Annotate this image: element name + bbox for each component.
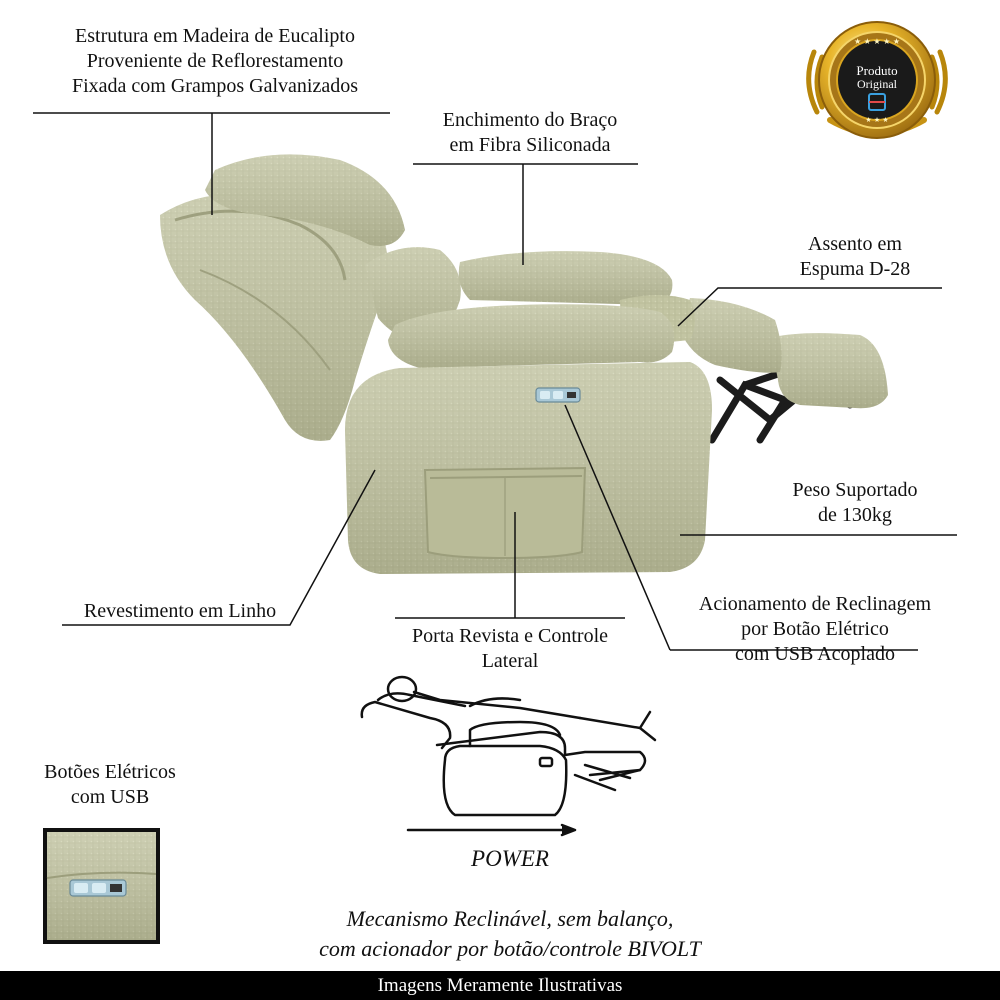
recline-diagram [362, 677, 655, 835]
seat-foam-label-line: Assento em [808, 233, 902, 255]
weight-capacity-label-line: Peso Suportado [792, 479, 918, 501]
structure-label-line: Fixada com Grampos Galvanizados [71, 75, 359, 97]
arm-filling-label-line: Enchimento do Braço [442, 109, 618, 131]
product-original-seal [792, 12, 962, 152]
svg-text:★ ★ ★ ★ ★: ★ ★ ★ ★ ★ [853, 37, 901, 46]
electric-buttons-label [15, 760, 205, 810]
recline-button-label [665, 592, 965, 667]
structure-label-line: Proveniente de Reflorestamento [86, 50, 344, 72]
recline-button-label-line: por Botão Elétrico [741, 618, 889, 640]
mechanism-description [230, 904, 790, 964]
linen-upholstery-label-line: Revestimento em Linho [83, 600, 277, 622]
magazine-pocket-label-line: Lateral [481, 650, 539, 672]
usb-control-panel [536, 388, 580, 402]
recline-button-label-line: Acionamento de Reclinagem [698, 593, 932, 615]
power-label: POWER [471, 846, 549, 871]
magazine-pocket-label [385, 624, 635, 674]
weight-capacity-label [750, 478, 960, 528]
illustrative-images-footer: Imagens Meramente Ilustrativas [0, 971, 1000, 1000]
linen-upholstery-label [55, 599, 305, 624]
seat-foam-label-line: Espuma D-28 [799, 258, 911, 280]
mechanism-description-line: com acionador por botão/controle BIVOLT [319, 936, 701, 961]
recline-button-label-line: com USB Acoplado [735, 643, 895, 665]
weight-capacity-label-line: de 130kg [818, 504, 892, 526]
structure-label-line: Estrutura em Madeira de Eucalipto [75, 25, 355, 47]
arm-filling-label [405, 108, 655, 158]
usb-buttons-closeup [43, 828, 160, 944]
seal-line-1: Produto [856, 63, 898, 78]
mechanism-description-line: Mecanismo Reclinável, sem balanço, [346, 906, 674, 931]
svg-text:★ ★ ★: ★ ★ ★ [865, 116, 889, 124]
electric-buttons-label-line: com USB [70, 786, 150, 808]
seal-line-2: Original [857, 77, 897, 91]
magazine-pocket-label-line: Porta Revista e Controle [411, 625, 609, 647]
electric-buttons-label-line: Botões Elétricos [44, 761, 176, 783]
structure-label [20, 24, 410, 99]
arm-filling-label-line: em Fibra Siliconada [449, 134, 611, 156]
seat-foam-label [760, 232, 950, 282]
